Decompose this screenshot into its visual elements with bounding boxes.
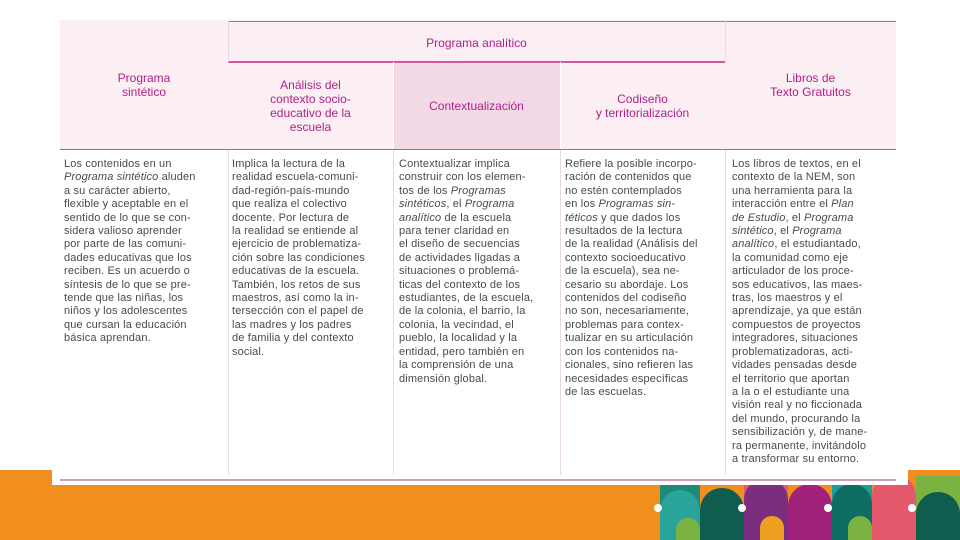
header-programa-sintetico: Programa sintético [117, 71, 171, 99]
subheader-divider [393, 62, 394, 149]
curriculum-table [52, 0, 908, 485]
column-divider [725, 20, 726, 62]
table-bottom-rule [60, 479, 896, 481]
body-programa-sintetico: Los contenidos en un Programa sintético aluden a su carácter abierto, flexible y aceptable en el sentido de lo que se con- sidera valioso aprender por parte de las comuni- dades educativas que los reciben. Es un acuerdo o síntesis de lo que se pre- tende que las niñas, los niños y los adolescentes que cursan la educación básica aprendan. [64, 158, 196, 345]
column-divider [560, 150, 561, 475]
column-divider [228, 20, 229, 62]
body-codiseno: Refiere la posible incorpo- ración de contenidos que no estén contemplados en los Programas sin- téticos y que dados los resultados de la lectura de la realidad (Análisis del contexto socioeducativo de la escuela), sea ne- cesario su abordaje. Los contenidos del codiseño no son, necesariamente, problemas para contex- tualizar en su articulación con los contenidos na- cionales, sino refieren las necesidades específicas de las escuelas. [565, 158, 698, 398]
header-analisis-contexto: Análisis del contexto socio- educativo de la escuela [228, 62, 393, 149]
column-divider [725, 150, 726, 475]
column-divider [228, 150, 229, 475]
subheader-top-rule [228, 61, 725, 63]
body-contextualizacion: Contextualizar implica construir con los elemen- tos de los Programas sintéticos, el Programa analítico de la escuela para tener claridad en el diseño de secuencias de actividades ligadas a situaciones o problemá- ticas del contexto de los estudiantes, de la escuela, de la colonia, el barrio, la colonia, la vecindad, el pueblo, la localidad y la entidad, pero también en la comprensión de una dimensión global. [399, 158, 534, 385]
body-analisis-contexto: Implica la lectura de la realidad escuela-comuni- dad-región-país-mundo que realiza el colectivo docente. Por lectura de la realidad se entiende al ejercicio de problematiza- ción sobre las condiciones educativas de la escuela. También, los retos de sus maestros, así como la in- tersección con el papel de las madres y los padres de familia y del contexto social. [232, 158, 365, 358]
header-codiseno: Codiseño y territorialización [560, 62, 725, 149]
body-libros-texto: Los libros de textos, en el contexto de la NEM, son una herramienta para la interacción entre el Plan de Estudio, el Programa sintético, el Programa analítico, el estudiantado, la comunidad como eje articulador de los proce- sos educativos, las maes- tras, los maestros y el aprendizaje, ya que están compuestos de proyectos integradores, situaciones problematizadoras, acti- vidades pensadas desde el territorio que aportan a la o el estudiante una visión real y no ficcionada del mundo, procurando la sensibilización y, de mane- ra permanente, invitándolo a transformar su entorno. [732, 158, 868, 465]
group-header-programa-analitico: Programa analítico [426, 36, 527, 50]
header-libros-texto: Libros de Texto Gratuitos [770, 71, 851, 99]
subheader-divider [560, 62, 561, 149]
column-divider [393, 150, 394, 475]
header-bottom-rule [60, 149, 896, 150]
group-header-top-rule [228, 21, 896, 22]
header-contextualizacion: Contextualización [393, 62, 560, 149]
